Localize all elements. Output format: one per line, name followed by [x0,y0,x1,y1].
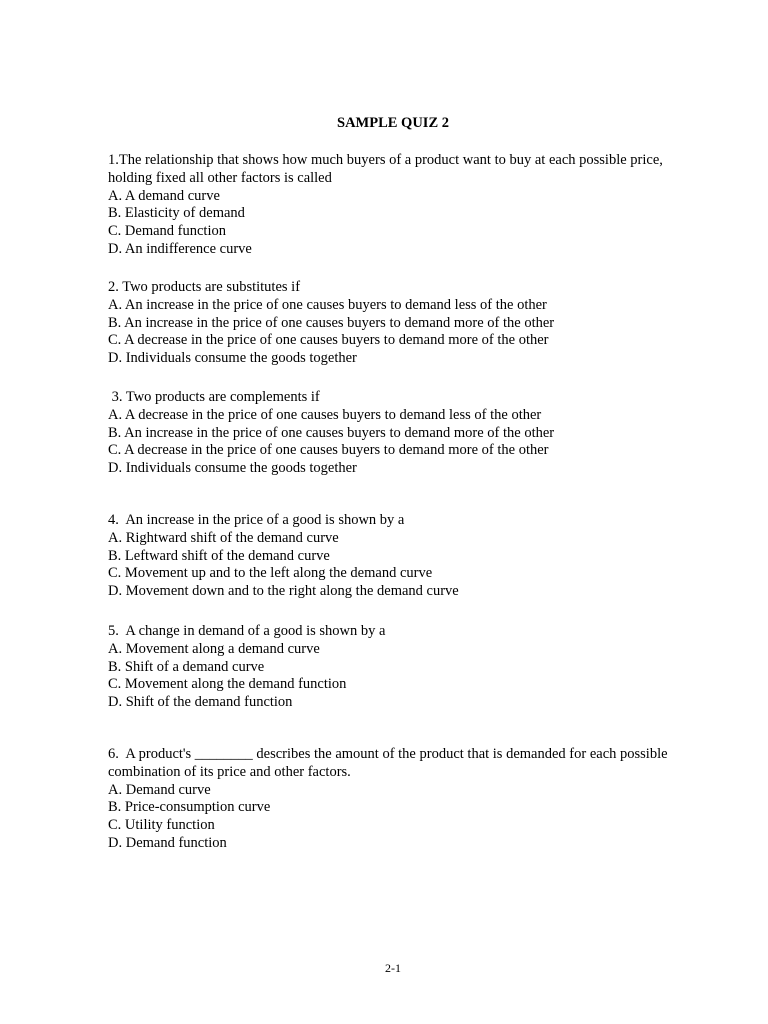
answer-option-c: C. A decrease in the price of one causes buyers to demand more of the other [108,442,549,459]
answer-option-d: D. Movement down and to the right along the demand curve [108,583,459,600]
question-2 [108,279,668,368]
answer-option-b: B. Leftward shift of the demand curve [108,547,330,564]
answer-option-c: C. Movement along the demand function [108,676,347,693]
question-6 [108,746,672,853]
answer-option-a: A. Demand curve [108,781,211,798]
answer-option-d: D. Shift of the demand function [108,694,293,711]
answer-option-a: A. Rightward shift of the demand curve [108,529,339,546]
question-1 [108,152,668,259]
question-stem: 6. A product's ________ describes the amount of the product that is demanded for each possible combination of its price and other factors. [108,746,672,780]
answer-option-a: A. A demand curve [108,187,220,204]
answer-option-c: C. A decrease in the price of one causes buyers to demand more of the other [108,332,549,349]
answer-option-b: B. Price-consumption curve [108,799,271,816]
answer-option-d: D. An indifference curve [108,240,252,257]
answer-option-d: D. Individuals consume the goods together [108,460,357,477]
question-stem: 4. An increase in the price of a good is shown by a [108,512,405,528]
answer-option-d: D. Individuals consume the goods together [108,350,357,367]
page-title: SAMPLE QUIZ 2 [337,115,449,131]
question-4 [108,512,668,601]
answer-option-c: C. Utility function [108,817,215,834]
question-stem: 5. A change in demand of a good is shown by a [108,623,386,639]
page-number: 2-1 [385,961,401,975]
question-stem: 3. Two products are complements if [108,389,320,405]
question-3 [108,389,668,478]
answer-option-a: A. An increase in the price of one causes buyers to demand less of the other [108,296,547,313]
question-5 [108,623,668,712]
answer-option-b: B. An increase in the price of one causes buyers to demand more of the other [108,314,555,331]
answer-option-d: D. Demand function [108,834,227,851]
answer-option-a: A. Movement along a demand curve [108,640,320,657]
answer-option-a: A. A decrease in the price of one causes buyers to demand less of the other [108,406,542,423]
answer-option-b: B. An increase in the price of one causes buyers to demand more of the other [108,424,555,441]
question-stem: 2. Two products are substitutes if [108,279,301,295]
answer-option-b: B. Elasticity of demand [108,205,245,222]
answer-option-c: C. Demand function [108,223,226,240]
answer-option-c: C. Movement up and to the left along the demand curve [108,565,433,582]
question-stem: 1.The relationship that shows how much buyers of a product want to buy at each possible price, holding fixed all other factors is called [108,152,667,186]
answer-option-b: B. Shift of a demand curve [108,658,265,675]
